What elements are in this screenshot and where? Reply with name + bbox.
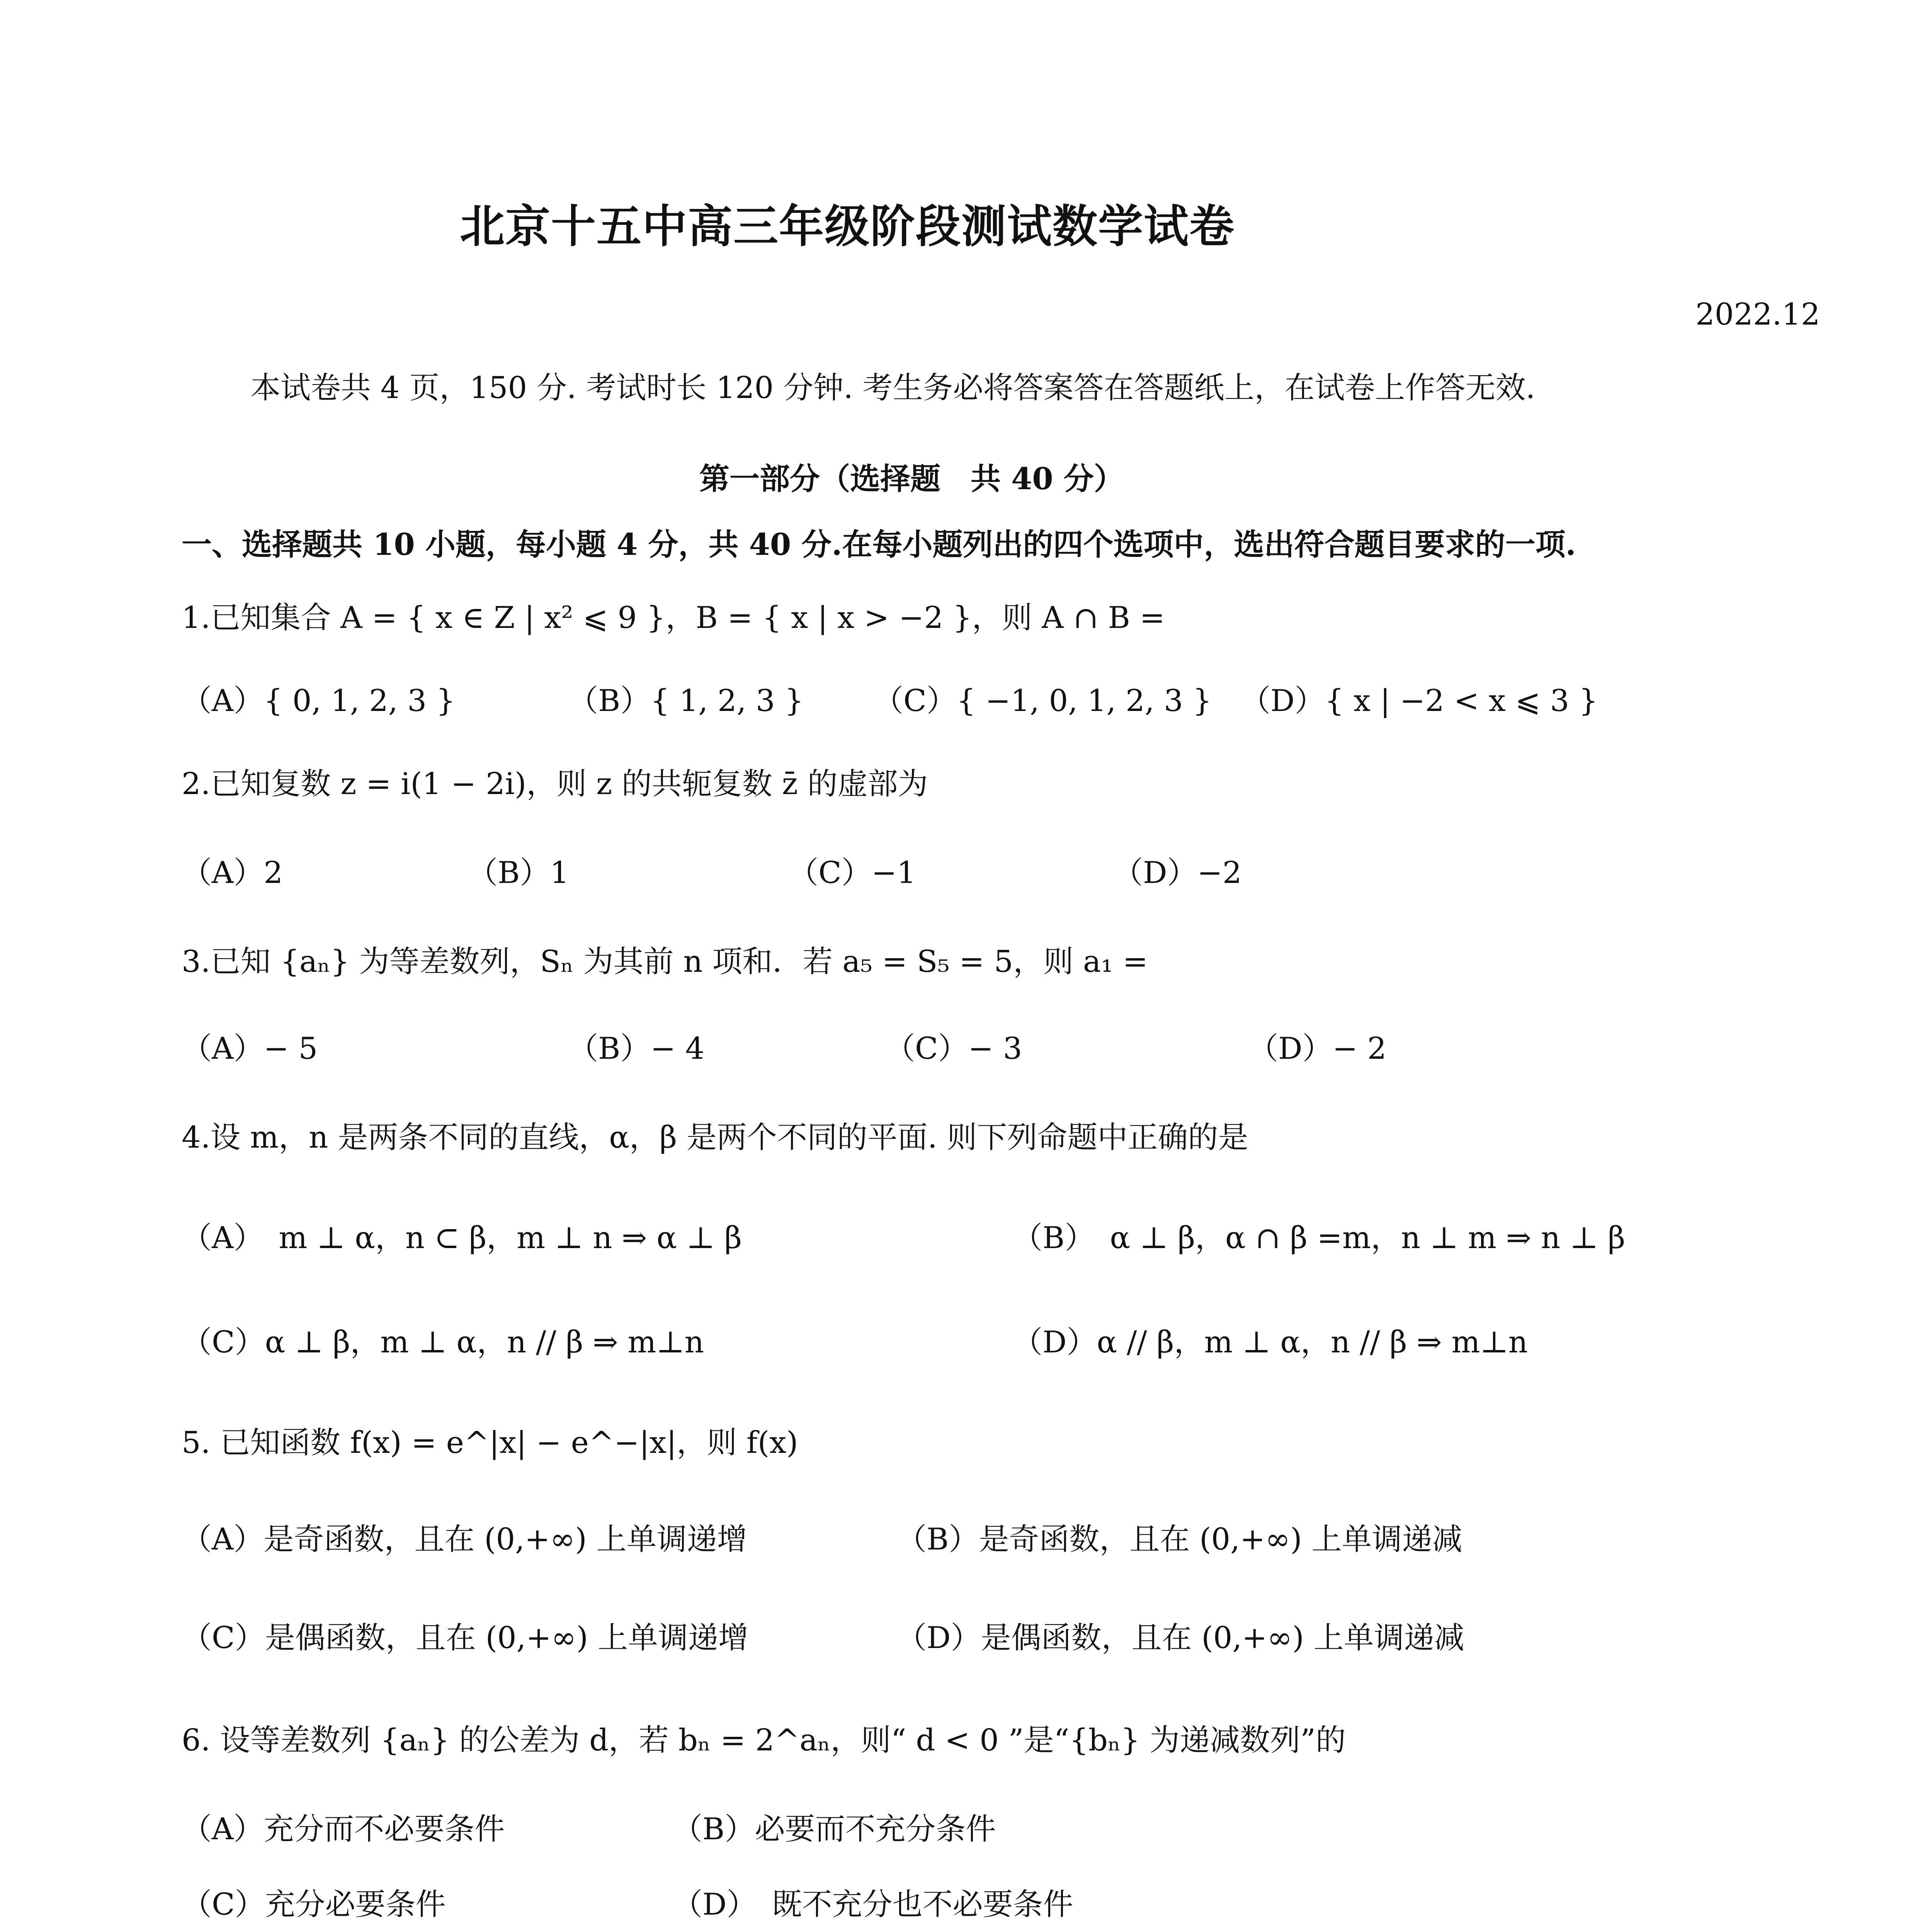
question-2-option-a: （A）2	[182, 855, 283, 890]
question-4-option-c: （C）α ⊥ β，m ⊥ α，n // β ⇒ m⊥n	[182, 1325, 704, 1360]
question-5-option-b: （B）是奇函数，且在 (0,+∞) 上单调递减	[896, 1522, 1462, 1557]
question-1-option-a: （A）{ 0, 1, 2, 3 }	[182, 684, 456, 718]
question-3-stem: 3.已知 {aₙ} 为等差数列，Sₙ 为其前 n 项和．若 a₅ = S₅ = 5，则 a₁ =	[182, 944, 1148, 979]
question-6-option-b: （B）必要而不充分条件	[672, 1812, 996, 1847]
exam-notice: 本试卷共 4 页，150 分. 考试时长 120 分钟. 考生务必将答案答在答题纸上，在试卷上作答无效.	[250, 371, 1536, 405]
question-4-stem: 4.设 m，n 是两条不同的直线，α，β 是两个不同的平面. 则下列命题中正确的是	[182, 1120, 1248, 1155]
question-3-option-d: （D）− 2	[1248, 1031, 1387, 1066]
question-2-option-d: （D）−2	[1113, 855, 1242, 890]
question-3-option-a: （A）− 5	[182, 1031, 318, 1066]
question-4-option-a: （A） m ⊥ α，n ⊂ β，m ⊥ n ⇒ α ⊥ β	[182, 1221, 742, 1255]
question-1-option-b: （B）{ 1, 2, 3 }	[568, 684, 804, 718]
question-3-option-b: （B）− 4	[568, 1031, 705, 1066]
question-1-option-c: （C）{ −1, 0, 1, 2, 3 }	[873, 684, 1212, 718]
question-2-option-c: （C）−1	[788, 855, 916, 890]
question-4-option-b: （B） α ⊥ β，α ∩ β =m，n ⊥ m ⇒ n ⊥ β	[1012, 1221, 1626, 1255]
question-6-stem: 6. 设等差数列 {aₙ} 的公差为 d，若 bₙ = 2^aₙ，则“ d < 0 ”是“{bₙ} 为递减数列”的	[182, 1723, 1346, 1758]
exam-date: 2022.12	[1695, 297, 1820, 332]
question-6-option-d: （D） 既不充分也不必要条件	[672, 1887, 1073, 1922]
question-2-option-b: （B）1	[468, 855, 569, 890]
question-5-option-a: （A）是奇函数，且在 (0,+∞) 上单调递增	[182, 1522, 747, 1557]
section-title: 第一部分（选择题 共 40 分）	[699, 461, 1124, 497]
question-5-option-d: （D）是偶函数，且在 (0,+∞) 上单调递减	[896, 1621, 1464, 1655]
question-1-option-d: （D）{ x | −2 < x ⩽ 3 }	[1240, 684, 1598, 718]
question-1-stem: 1.已知集合 A = { x ∈ Z | x² ⩽ 9 }，B = { x | x > −2 }，则 A ∩ B =	[182, 600, 1165, 635]
question-5-option-c: （C）是偶函数，且在 (0,+∞) 上单调递增	[182, 1621, 748, 1655]
question-5-stem: 5. 已知函数 f(x) = e^|x| − e^−|x|，则 f(x)	[182, 1425, 798, 1460]
question-2-stem: 2.已知复数 z = i(1 − 2i)，则 z 的共轭复数 z̄ 的虚部为	[182, 767, 928, 801]
page-title: 北京十五中高三年级阶段测试数学试卷	[460, 200, 1235, 253]
question-6-option-c: （C）充分必要条件	[182, 1887, 446, 1922]
question-3-option-c: （C）− 3	[885, 1031, 1022, 1066]
question-4-option-d: （D）α // β，m ⊥ α，n // β ⇒ m⊥n	[1012, 1325, 1528, 1360]
section-instruction: 一、选择题共 10 小题，每小题 4 分，共 40 分.在每小题列出的四个选项中，选出符合题目要求的一项.	[182, 527, 1576, 562]
question-6-option-a: （A）充分而不必要条件	[182, 1812, 505, 1847]
